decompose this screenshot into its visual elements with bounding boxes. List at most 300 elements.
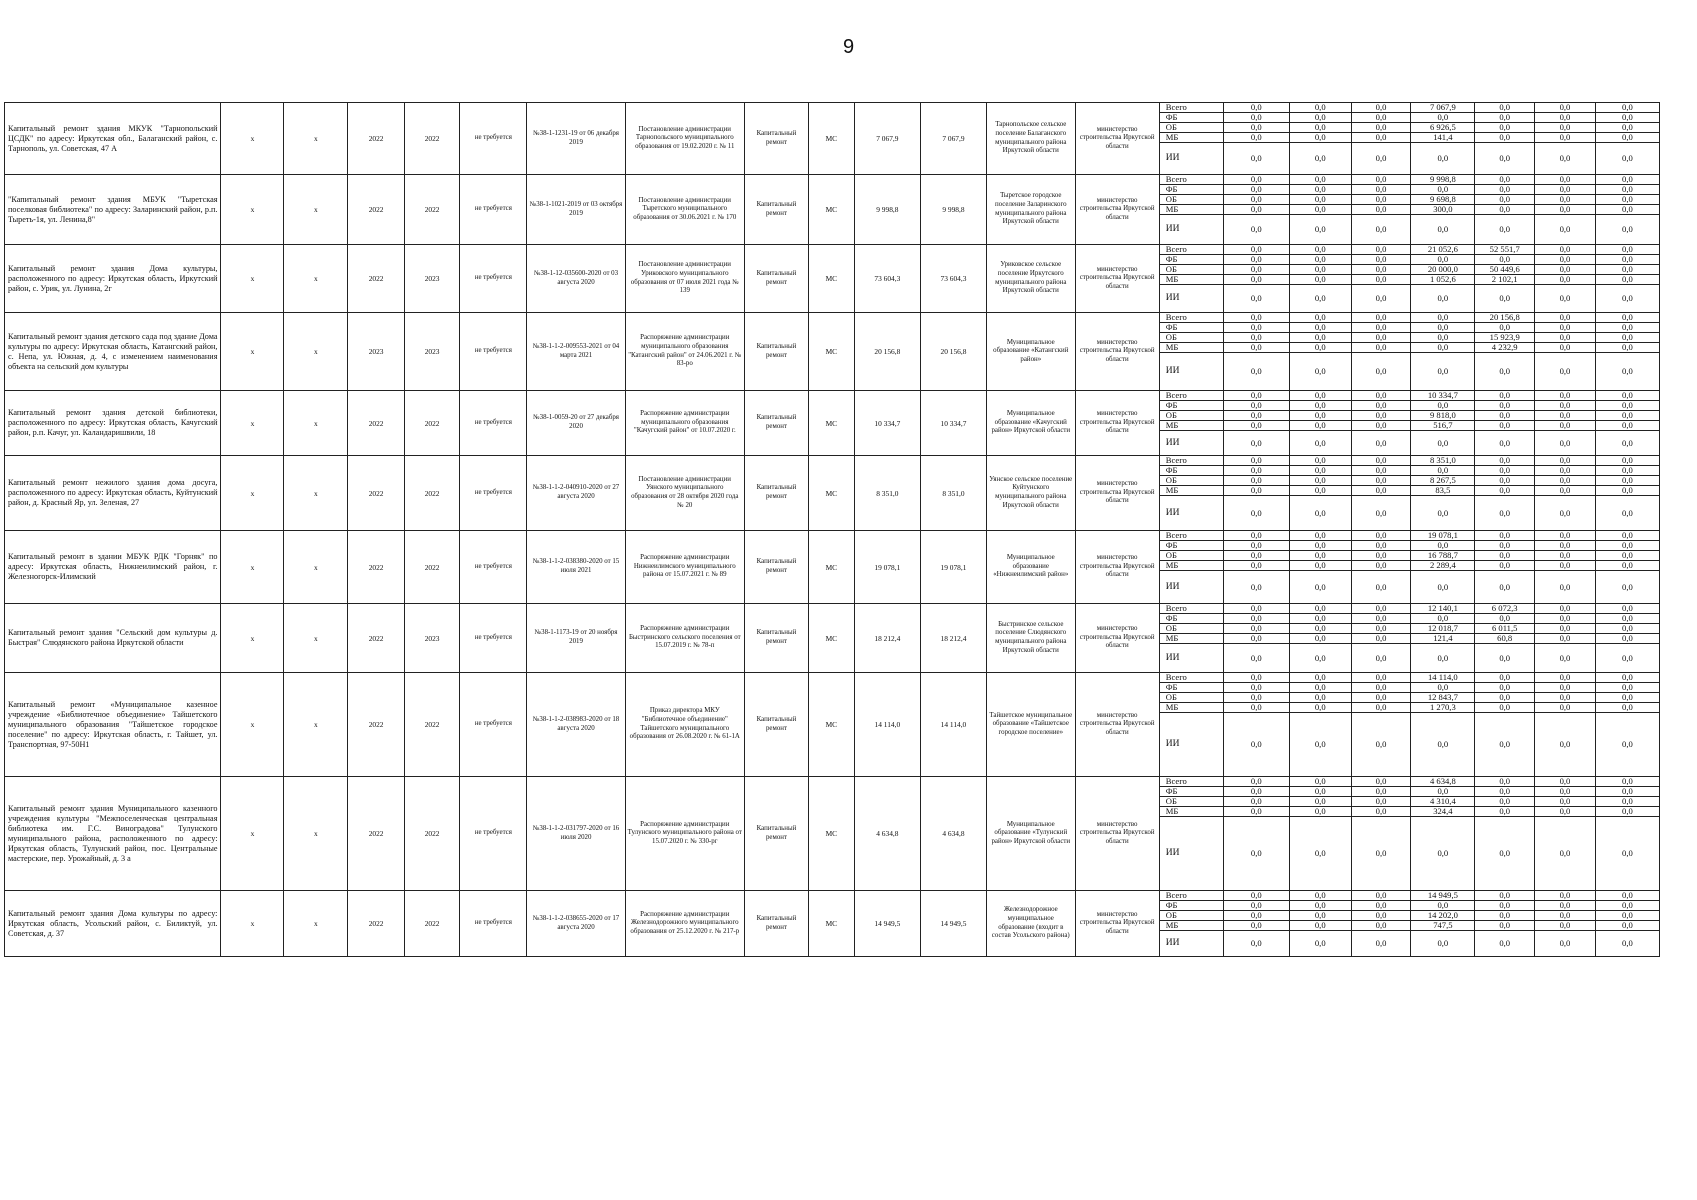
fund-label: ФБ	[1159, 401, 1223, 411]
fund-label: ОБ	[1159, 265, 1223, 275]
funding-value: 0,0	[1223, 205, 1289, 215]
funding-value: 0,0	[1475, 205, 1535, 215]
funding-value: 0,0	[1289, 713, 1351, 777]
funding-value: 0,0	[1411, 496, 1475, 531]
column-3-mark: х	[284, 891, 348, 957]
funding-value: 0,0	[1289, 693, 1351, 703]
column-2-mark: х	[221, 891, 284, 957]
expertise-document: №38-1-0059-20 от 27 декабря 2020	[527, 391, 625, 456]
estimated-cost: 7 067,9	[854, 103, 920, 175]
remaining-cost: 9 998,8	[920, 175, 986, 245]
fund-label: Всего	[1159, 175, 1223, 185]
responsible-ministry: министерство строительства Иркутской области	[1075, 891, 1159, 957]
funding-value: 0,0	[1475, 133, 1535, 143]
customer-name: Быстринское сельское поселение Слюдянского муниципального района Иркутской области	[987, 604, 1076, 673]
funding-value: 0,0	[1223, 496, 1289, 531]
funding-value: 0,0	[1595, 807, 1659, 817]
funding-value: 0,0	[1475, 421, 1535, 431]
expertise-status: не требуется	[460, 391, 527, 456]
funding-value: 0,0	[1289, 391, 1351, 401]
funding-value: 0,0	[1351, 103, 1411, 113]
funding-value: 0,0	[1351, 807, 1411, 817]
funding-value: 747,5	[1411, 921, 1475, 931]
funding-value: 0,0	[1475, 353, 1535, 391]
funding-value: 0,0	[1475, 673, 1535, 683]
funding-value: 0,0	[1475, 807, 1535, 817]
start-year: 2022	[348, 175, 405, 245]
funding-value: 0,0	[1595, 561, 1659, 571]
estimated-cost: 10 334,7	[854, 391, 920, 456]
funding-value: 0,0	[1475, 644, 1535, 673]
funding-value: 0,0	[1289, 673, 1351, 683]
funding-value: 0,0	[1351, 644, 1411, 673]
funding-value: 0,0	[1289, 561, 1351, 571]
funding-value: 0,0	[1595, 353, 1659, 391]
funding-value: 0,0	[1475, 683, 1535, 693]
fund-label: МБ	[1159, 421, 1223, 431]
remaining-cost: 14 949,5	[920, 891, 986, 957]
funding-value: 4 634,8	[1411, 777, 1475, 787]
decision-document: Постановление администрации Уриковского муниципального образования от 07 июля 2021 года № 139	[625, 245, 744, 313]
funding-value: 0,0	[1411, 644, 1475, 673]
start-year: 2022	[348, 891, 405, 957]
funding-value: 0,0	[1595, 133, 1659, 143]
funding-value: 0,0	[1595, 113, 1659, 123]
funding-value: 0,0	[1223, 456, 1289, 466]
estimated-cost: 8 351,0	[854, 456, 920, 531]
funding-value: 0,0	[1535, 561, 1596, 571]
funding-value: 0,0	[1351, 604, 1411, 614]
customer-name: Тайшетское муниципальное образование «Тайшетское городское поселение»	[987, 673, 1076, 777]
funding-value: 0,0	[1535, 693, 1596, 703]
fund-label: ИИ	[1159, 713, 1223, 777]
column-2-mark: х	[221, 175, 284, 245]
object-name: Капитальный ремонт здания Дома культуры, расположенного по адресу: Иркутская область, Иркутский район, с. Урик, ул. Лунина, 2г	[5, 245, 221, 313]
funding-value: 0,0	[1223, 275, 1289, 285]
funding-value: 0,0	[1595, 817, 1659, 891]
expertise-status: не требуется	[460, 103, 527, 175]
fund-label: ФБ	[1159, 466, 1223, 476]
remaining-cost: 73 604,3	[920, 245, 986, 313]
funding-value: 0,0	[1475, 911, 1535, 921]
funding-value: 20 156,8	[1475, 313, 1535, 323]
funding-value: 0,0	[1535, 777, 1596, 787]
funding-value: 0,0	[1223, 411, 1289, 421]
funding-value: 0,0	[1535, 787, 1596, 797]
customer-name: Муниципальное образование «Тулунский район» Иркутской области	[987, 777, 1076, 891]
funding-value: 4 232,9	[1475, 343, 1535, 353]
funding-value: 0,0	[1351, 353, 1411, 391]
funding-value: 0,0	[1411, 541, 1475, 551]
decision-document: Распоряжение администрации муниципального образования "Катангский район" от 24.06.2021 г. № 83-ро	[625, 313, 744, 391]
funding-value: 0,0	[1411, 285, 1475, 313]
funding-value: 0,0	[1595, 541, 1659, 551]
funding-value: 0,0	[1595, 891, 1659, 901]
object-name: Капитальный ремонт здания МКУК "Тарнопольский ЦСДК" по адресу: Иркутская обл., Балаганский район, с. Тарнополь, ул. Советская, 47 А	[5, 103, 221, 175]
fund-label: ИИ	[1159, 571, 1223, 604]
funding-value: 0,0	[1535, 401, 1596, 411]
end-year: 2022	[404, 531, 459, 604]
funding-value: 0,0	[1535, 496, 1596, 531]
funding-value: 0,0	[1535, 456, 1596, 466]
fund-label: ОБ	[1159, 333, 1223, 343]
start-year: 2022	[348, 604, 405, 673]
expertise-document: №38-1-1-2-009553-2021 от 04 марта 2021	[527, 313, 625, 391]
funding-value: 0,0	[1289, 634, 1351, 644]
funding-value: 21 052,6	[1411, 245, 1475, 255]
fund-label: Всего	[1159, 103, 1223, 113]
funding-value: 0,0	[1595, 797, 1659, 807]
decision-document: Распоряжение администрации Быстринского сельского поселения от 15.07.2019 г. № 78-п	[625, 604, 744, 673]
decision-document: Приказ директора МКУ "Библиотечное объединение" Тайшетского муниципального образования от 26.08.2020 г. № 61-1А	[625, 673, 744, 777]
funding-value: 0,0	[1475, 787, 1535, 797]
decision-document: Распоряжение администрации Тулунского муниципального района от 15.07.2020 г. № 330-рг	[625, 777, 744, 891]
table-row	[5, 891, 1660, 901]
funding-value: 0,0	[1535, 797, 1596, 807]
ownership-type: МС	[808, 604, 854, 673]
end-year: 2023	[404, 313, 459, 391]
funding-value: 0,0	[1475, 921, 1535, 931]
funding-value: 0,0	[1351, 713, 1411, 777]
funding-value: 8 351,0	[1411, 456, 1475, 466]
funding-value: 0,0	[1289, 456, 1351, 466]
funding-value: 0,0	[1351, 391, 1411, 401]
ownership-type: МС	[808, 777, 854, 891]
ownership-type: МС	[808, 891, 854, 957]
funding-value: 0,0	[1535, 713, 1596, 777]
funding-value: 0,0	[1223, 476, 1289, 486]
funding-value: 0,0	[1411, 353, 1475, 391]
funding-value: 0,0	[1411, 931, 1475, 957]
responsible-ministry: министерство строительства Иркутской области	[1075, 391, 1159, 456]
funding-value: 0,0	[1535, 123, 1596, 133]
customer-name: Уянское сельское поселение Куйтунского муниципального района Иркутской области	[987, 456, 1076, 531]
funding-value: 0,0	[1223, 551, 1289, 561]
funding-value: 0,0	[1351, 703, 1411, 713]
funding-value: 0,0	[1351, 133, 1411, 143]
responsible-ministry: министерство строительства Иркутской области	[1075, 456, 1159, 531]
start-year: 2022	[348, 391, 405, 456]
funding-value: 0,0	[1351, 456, 1411, 466]
funding-value: 0,0	[1595, 255, 1659, 265]
funding-value: 0,0	[1535, 531, 1596, 541]
funding-value: 6 011,5	[1475, 624, 1535, 634]
estimated-cost: 19 078,1	[854, 531, 920, 604]
end-year: 2022	[404, 391, 459, 456]
column-2-mark: х	[221, 777, 284, 891]
funding-value: 0,0	[1223, 466, 1289, 476]
ownership-type: МС	[808, 245, 854, 313]
funding-value: 0,0	[1289, 215, 1351, 245]
funding-value: 0,0	[1223, 486, 1289, 496]
funding-value: 0,0	[1411, 713, 1475, 777]
work-type: Капитальный ремонт	[744, 103, 808, 175]
table-row	[5, 673, 1660, 683]
funding-value: 0,0	[1535, 703, 1596, 713]
funding-value: 0,0	[1351, 245, 1411, 255]
column-3-mark: х	[284, 604, 348, 673]
fund-label: ИИ	[1159, 353, 1223, 391]
funding-value: 0,0	[1595, 215, 1659, 245]
object-name: Капитальный ремонт «Муниципальное казенное учреждение «Библиотечное объединение» Тайшетского муниципального образования "Тайшетское городское поселение" по адресу: Иркутская область, г. Тайшет, ул. Транспортная, 97-50Н1	[5, 673, 221, 777]
table-row	[5, 456, 1660, 466]
expertise-document: №38-1-1-2-038655-2020 от 17 августа 2020	[527, 891, 625, 957]
funding-value: 0,0	[1351, 195, 1411, 205]
funding-value: 14 114,0	[1411, 673, 1475, 683]
funding-value: 0,0	[1595, 911, 1659, 921]
work-type: Капитальный ремонт	[744, 245, 808, 313]
expertise-document: №38-1-1-2-038983-2020 от 18 августа 2020	[527, 673, 625, 777]
funding-value: 0,0	[1535, 275, 1596, 285]
funding-value: 0,0	[1351, 901, 1411, 911]
funding-value: 0,0	[1535, 634, 1596, 644]
funding-value: 0,0	[1595, 265, 1659, 275]
column-2-mark: х	[221, 103, 284, 175]
funding-value: 0,0	[1351, 275, 1411, 285]
funding-value: 0,0	[1595, 624, 1659, 634]
funding-value: 0,0	[1223, 185, 1289, 195]
funding-value: 0,0	[1535, 185, 1596, 195]
start-year: 2023	[348, 313, 405, 391]
column-3-mark: х	[284, 456, 348, 531]
funding-value: 0,0	[1595, 456, 1659, 466]
funding-value: 12 140,1	[1411, 604, 1475, 614]
estimated-cost: 14 949,5	[854, 891, 920, 957]
funding-value: 0,0	[1595, 466, 1659, 476]
funding-value: 0,0	[1351, 313, 1411, 323]
funding-value: 0,0	[1535, 683, 1596, 693]
funding-value: 0,0	[1411, 333, 1475, 343]
table-row	[5, 103, 1660, 113]
ownership-type: МС	[808, 456, 854, 531]
funding-value: 0,0	[1411, 255, 1475, 265]
customer-name: Тыретское городское поселение Заларинского муниципального района Иркутской области	[987, 175, 1076, 245]
funding-value: 0,0	[1351, 817, 1411, 891]
funding-value: 0,0	[1289, 466, 1351, 476]
funding-value: 0,0	[1289, 931, 1351, 957]
funding-value: 0,0	[1535, 466, 1596, 476]
funding-value: 0,0	[1475, 891, 1535, 901]
funding-value: 0,0	[1289, 901, 1351, 911]
object-name: Капитальный ремонт здания Муниципального казенного учреждения культуры "Межпоселенческая центральная библиотека им. Г.С. Виноградова" Тулунского муниципального района, расположенного по адресу: Иркутская область, Тулунский район, пос. Центральные мастерские, пер. Урожайный, д. 3 а	[5, 777, 221, 891]
funding-value: 0,0	[1595, 143, 1659, 175]
funding-value: 0,0	[1351, 486, 1411, 496]
funding-value: 0,0	[1535, 103, 1596, 113]
funding-value: 0,0	[1223, 644, 1289, 673]
funding-value: 0,0	[1475, 703, 1535, 713]
expertise-document: №38-1-1021-2019 от 03 октября 2019	[527, 175, 625, 245]
funding-value: 12 018,7	[1411, 624, 1475, 634]
funding-value: 0,0	[1223, 817, 1289, 891]
column-2-mark: х	[221, 673, 284, 777]
estimated-cost: 14 114,0	[854, 673, 920, 777]
funding-value: 0,0	[1351, 777, 1411, 787]
funding-value: 0,0	[1535, 486, 1596, 496]
table-row	[5, 313, 1660, 323]
funding-value: 0,0	[1411, 401, 1475, 411]
ownership-type: МС	[808, 531, 854, 604]
funding-value: 0,0	[1535, 391, 1596, 401]
start-year: 2022	[348, 456, 405, 531]
fund-label: МБ	[1159, 275, 1223, 285]
ownership-type: МС	[808, 673, 854, 777]
funding-value: 0,0	[1289, 431, 1351, 456]
funding-value: 0,0	[1289, 123, 1351, 133]
expertise-status: не требуется	[460, 777, 527, 891]
funding-value: 0,0	[1351, 561, 1411, 571]
funding-value: 60,8	[1475, 634, 1535, 644]
fund-label: Всего	[1159, 456, 1223, 466]
funding-value: 0,0	[1289, 103, 1351, 113]
decision-document: Распоряжение администрации Нижнеилимского муниципального района от 15.07.2021 г. № 89	[625, 531, 744, 604]
funding-value: 0,0	[1289, 275, 1351, 285]
funding-value: 0,0	[1535, 245, 1596, 255]
funding-value: 0,0	[1475, 255, 1535, 265]
funding-value: 0,0	[1595, 683, 1659, 693]
funding-value: 0,0	[1475, 431, 1535, 456]
funding-value: 0,0	[1351, 683, 1411, 693]
funding-value: 0,0	[1535, 604, 1596, 614]
object-name: Капитальный ремонт в здании МБУК РДК "Горняк" по адресу: Иркутская область, Нижнеилимский район, г. Железногорск-Илимский	[5, 531, 221, 604]
funding-value: 0,0	[1223, 541, 1289, 551]
expertise-status: не требуется	[460, 604, 527, 673]
fund-label: МБ	[1159, 634, 1223, 644]
funding-value: 0,0	[1535, 624, 1596, 634]
fund-label: Всего	[1159, 891, 1223, 901]
funding-value: 1 270,3	[1411, 703, 1475, 713]
responsible-ministry: министерство строительства Иркутской области	[1075, 777, 1159, 891]
funding-value: 0,0	[1595, 673, 1659, 683]
funding-value: 0,0	[1223, 624, 1289, 634]
funding-value: 0,0	[1595, 285, 1659, 313]
funding-value: 0,0	[1535, 133, 1596, 143]
funding-value: 0,0	[1595, 275, 1659, 285]
funding-value: 0,0	[1223, 265, 1289, 275]
funding-value: 0,0	[1411, 343, 1475, 353]
funding-value: 0,0	[1595, 551, 1659, 561]
funding-value: 0,0	[1289, 255, 1351, 265]
start-year: 2022	[348, 245, 405, 313]
funding-value: 0,0	[1289, 265, 1351, 275]
funding-value: 0,0	[1351, 401, 1411, 411]
funding-value: 0,0	[1289, 614, 1351, 624]
funding-value: 0,0	[1475, 614, 1535, 624]
funding-value: 83,5	[1411, 486, 1475, 496]
objects-table	[4, 102, 1660, 957]
expertise-document: №38-1-1173-19 от 20 ноября 2019	[527, 604, 625, 673]
remaining-cost: 19 078,1	[920, 531, 986, 604]
customer-name: Муниципальное образование «Нижнеилимский район»	[987, 531, 1076, 604]
funding-value: 0,0	[1595, 245, 1659, 255]
funding-value: 0,0	[1535, 644, 1596, 673]
responsible-ministry: министерство строительства Иркутской области	[1075, 103, 1159, 175]
funding-value: 0,0	[1351, 215, 1411, 245]
customer-name: Уриковское сельское поселение Иркутского муниципального района Иркутской области	[987, 245, 1076, 313]
funding-value: 0,0	[1351, 673, 1411, 683]
funding-value: 0,0	[1535, 807, 1596, 817]
decision-document: Постановление администрации Тыретского муниципального образования от 30.06.2021 г. № 170	[625, 175, 744, 245]
funding-value: 12 843,7	[1411, 693, 1475, 703]
funding-value: 0,0	[1475, 185, 1535, 195]
funding-value: 0,0	[1351, 571, 1411, 604]
funding-value: 0,0	[1475, 476, 1535, 486]
ownership-type: МС	[808, 391, 854, 456]
responsible-ministry: министерство строительства Иркутской области	[1075, 175, 1159, 245]
work-type: Капитальный ремонт	[744, 391, 808, 456]
fund-label: МБ	[1159, 703, 1223, 713]
funding-value: 0,0	[1535, 265, 1596, 275]
fund-label: Всего	[1159, 777, 1223, 787]
funding-value: 0,0	[1289, 807, 1351, 817]
fund-label: ФБ	[1159, 683, 1223, 693]
funding-value: 0,0	[1535, 313, 1596, 323]
funding-value: 0,0	[1289, 541, 1351, 551]
funding-value: 0,0	[1595, 431, 1659, 456]
object-name: Капитальный ремонт здания детской библиотеки, расположенного по адресу: Иркутская область, Качугский район, р.п. Качуг, ул. Каландаришвили, 18	[5, 391, 221, 456]
end-year: 2022	[404, 456, 459, 531]
funding-value: 0,0	[1351, 411, 1411, 421]
expertise-status: не требуется	[460, 891, 527, 957]
object-name: Капитальный ремонт здания Дома культуры по адресу: Иркутская область, Усольский район, с. Биликтуй, ул. Советская, д. 37	[5, 891, 221, 957]
fund-label: ИИ	[1159, 285, 1223, 313]
funding-value: 0,0	[1223, 911, 1289, 921]
funding-value: 0,0	[1289, 185, 1351, 195]
fund-label: ОБ	[1159, 911, 1223, 921]
funding-value: 0,0	[1595, 693, 1659, 703]
fund-label: МБ	[1159, 486, 1223, 496]
funding-value: 0,0	[1535, 571, 1596, 604]
remaining-cost: 14 114,0	[920, 673, 986, 777]
funding-value: 0,0	[1595, 476, 1659, 486]
funding-value: 0,0	[1351, 343, 1411, 353]
funding-value: 0,0	[1535, 343, 1596, 353]
ownership-type: МС	[808, 103, 854, 175]
column-3-mark: х	[284, 245, 348, 313]
funding-value: 0,0	[1223, 634, 1289, 644]
funding-value: 0,0	[1535, 891, 1596, 901]
funding-value: 0,0	[1475, 777, 1535, 787]
funding-value: 0,0	[1351, 921, 1411, 931]
funding-value: 0,0	[1595, 205, 1659, 215]
funding-value: 0,0	[1351, 693, 1411, 703]
funding-value: 0,0	[1351, 614, 1411, 624]
funding-value: 0,0	[1289, 175, 1351, 185]
funding-value: 0,0	[1223, 285, 1289, 313]
end-year: 2022	[404, 777, 459, 891]
funding-value: 20 000,0	[1411, 265, 1475, 275]
funding-value: 9 998,8	[1411, 175, 1475, 185]
funding-value: 0,0	[1351, 185, 1411, 195]
end-year: 2023	[404, 245, 459, 313]
fund-label: Всего	[1159, 604, 1223, 614]
funding-value: 16 788,7	[1411, 551, 1475, 561]
funding-value: 0,0	[1289, 401, 1351, 411]
funding-value: 0,0	[1351, 931, 1411, 957]
funding-value: 0,0	[1223, 255, 1289, 265]
funding-value: 0,0	[1475, 285, 1535, 313]
funding-value: 0,0	[1595, 604, 1659, 614]
funding-value: 0,0	[1223, 531, 1289, 541]
fund-label: ОБ	[1159, 476, 1223, 486]
funding-value: 0,0	[1475, 496, 1535, 531]
expertise-status: не требуется	[460, 456, 527, 531]
funding-value: 0,0	[1411, 113, 1475, 123]
funding-value: 0,0	[1595, 531, 1659, 541]
funding-value: 0,0	[1289, 531, 1351, 541]
funding-value: 0,0	[1595, 644, 1659, 673]
estimated-cost: 18 212,4	[854, 604, 920, 673]
column-2-mark: х	[221, 456, 284, 531]
